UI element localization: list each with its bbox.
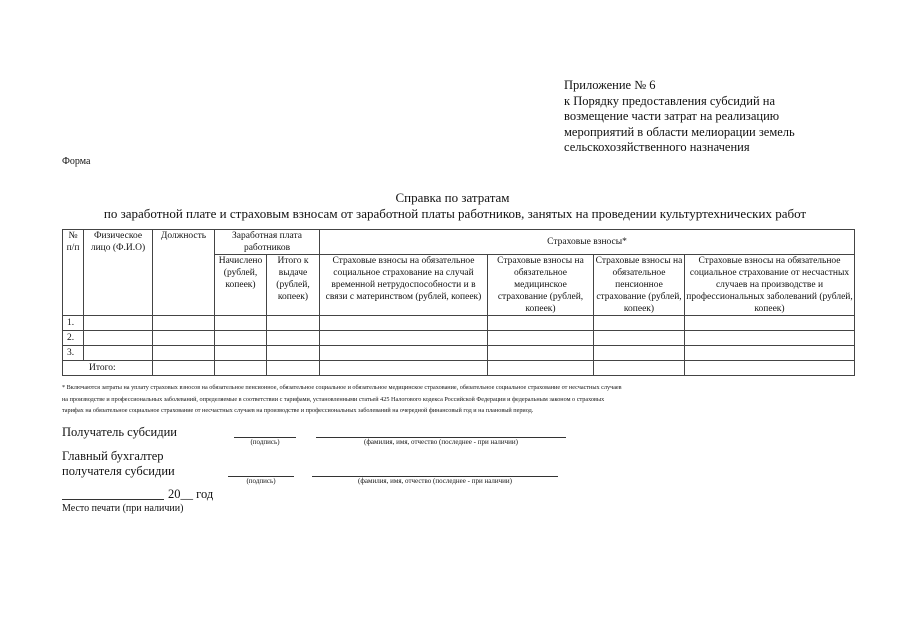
cell[interactable] xyxy=(320,316,488,331)
table-row xyxy=(63,331,855,346)
cell[interactable] xyxy=(153,346,215,361)
cell[interactable] xyxy=(84,331,153,346)
form-label: Форма xyxy=(62,156,91,167)
footnote-line: на производстве и профессиональных заболеваний, определяемые в соответствии с тарифами, установленными статьей 425 Налогового кодекса Российской Федерации и федеральным законом о страховых xyxy=(62,395,605,403)
cell[interactable] xyxy=(215,331,267,346)
total-label: Итого: xyxy=(63,361,153,376)
cell[interactable] xyxy=(594,316,685,331)
accountant-signature-line[interactable] xyxy=(228,463,294,477)
accountant-name-line[interactable] xyxy=(312,463,558,477)
table-total-row xyxy=(63,361,855,376)
cell[interactable] xyxy=(153,331,215,346)
cost-table xyxy=(62,229,855,376)
appendix-line: возмещение части затрат на реализацию xyxy=(564,109,780,123)
cell[interactable] xyxy=(488,316,594,331)
recipient-signature-line[interactable] xyxy=(234,424,296,438)
recipient-name-line[interactable] xyxy=(316,424,566,438)
header-ins-accident: Страховые взносы на обязательное социальное страхование от несчастных случаев на производстве и профессиональных заболеваний (рублей, копеек) xyxy=(686,256,853,314)
header-ins-pension: Страховые взносы на обязательное пенсионное страхование (рублей, копеек) xyxy=(594,255,685,316)
header-num: № п/п xyxy=(63,230,84,316)
header-salary-group: Заработная плата работников xyxy=(215,230,320,255)
cell[interactable] xyxy=(685,346,855,361)
cell[interactable] xyxy=(215,361,267,376)
cell[interactable] xyxy=(267,331,320,346)
cell[interactable] xyxy=(320,346,488,361)
cell[interactable] xyxy=(685,331,855,346)
header-accrued: Начислено (рублей, копеек) xyxy=(215,255,267,316)
appendix-line: к Порядку предоставления субсидий на xyxy=(564,93,776,108)
row-number: 1. xyxy=(63,316,84,331)
cell[interactable] xyxy=(153,316,215,331)
cell[interactable] xyxy=(215,346,267,361)
cell[interactable] xyxy=(267,316,320,331)
cell[interactable] xyxy=(84,316,153,331)
name-hint: (фамилия, имя, отчество (последнее - при наличии) xyxy=(358,477,512,485)
cell[interactable] xyxy=(215,316,267,331)
row-number: 3. xyxy=(63,346,84,361)
cell[interactable] xyxy=(267,346,320,361)
date-line[interactable] xyxy=(62,486,164,500)
cell[interactable] xyxy=(594,331,685,346)
cell[interactable] xyxy=(488,331,594,346)
cell[interactable] xyxy=(594,361,685,376)
cell[interactable] xyxy=(685,361,855,376)
table-row xyxy=(63,316,855,331)
document-title xyxy=(0,190,905,222)
title-line-1: Справка по затратам xyxy=(395,190,510,205)
year-text: 20__ год xyxy=(168,487,214,501)
cell[interactable] xyxy=(267,361,320,376)
name-hint: (фамилия, имя, отчество (последнее - при наличии) xyxy=(364,438,518,446)
cell[interactable] xyxy=(594,346,685,361)
header-position: Должность xyxy=(153,230,215,316)
chief-accountant-label-2: получателя субсидии xyxy=(62,464,175,478)
cell[interactable] xyxy=(685,316,855,331)
table-row xyxy=(63,346,855,361)
cell[interactable] xyxy=(320,331,488,346)
recipient-label: Получатель субсидии xyxy=(62,425,177,439)
cell[interactable] xyxy=(488,346,594,361)
header-to-pay: Итого к выдаче (рублей, копеек) xyxy=(267,255,320,316)
appendix-line: мероприятий в области мелиорации земель xyxy=(564,124,795,139)
cell[interactable] xyxy=(488,361,594,376)
footnote-line: тарифах на обязательное социальное страхование от несчастных случаев на производстве и профессиональных заболеваний на очередной финансовый год и на плановый период. xyxy=(62,407,534,414)
header-ins-medical: Страховые взносы на обязательное медицинское страхование (рублей, копеек) xyxy=(488,255,594,316)
header-person: Физическое лицо (Ф.И.О) xyxy=(84,230,153,316)
chief-accountant-label-1: Главный бухгалтер xyxy=(62,449,164,463)
appendix-line: сельскохозяйственного назначения xyxy=(564,140,750,154)
cell[interactable] xyxy=(320,361,488,376)
appendix-header xyxy=(564,78,795,156)
cell[interactable] xyxy=(84,346,153,361)
header-ins-disability: Страховые взносы на обязательное социальное страхование на случай временной нетрудоспособности и в связи с материнством (рублей, копеек) xyxy=(320,255,488,316)
footnote xyxy=(62,382,854,417)
stamp-place-label: Место печати (при наличии) xyxy=(62,503,184,514)
appendix-line: Приложение № 6 xyxy=(564,78,656,92)
footnote-line: * Включаются затраты на уплату страховых взносов на обязательное пенсионное, обязательное социальное и обязательное медицинское страхование, обязательное социальное страхование от несчастных случаев xyxy=(62,384,622,391)
signature-hint: (подпись) xyxy=(246,477,276,485)
cell[interactable] xyxy=(153,361,215,376)
signature-hint: (подпись) xyxy=(250,438,280,446)
header-insurance-group: Страховые взносы* xyxy=(320,230,855,255)
row-number: 2. xyxy=(63,331,84,346)
title-line-2: по заработной плате и страховым взносам от заработной платы работников, занятых на проведении культуртехнических работ xyxy=(103,206,807,221)
